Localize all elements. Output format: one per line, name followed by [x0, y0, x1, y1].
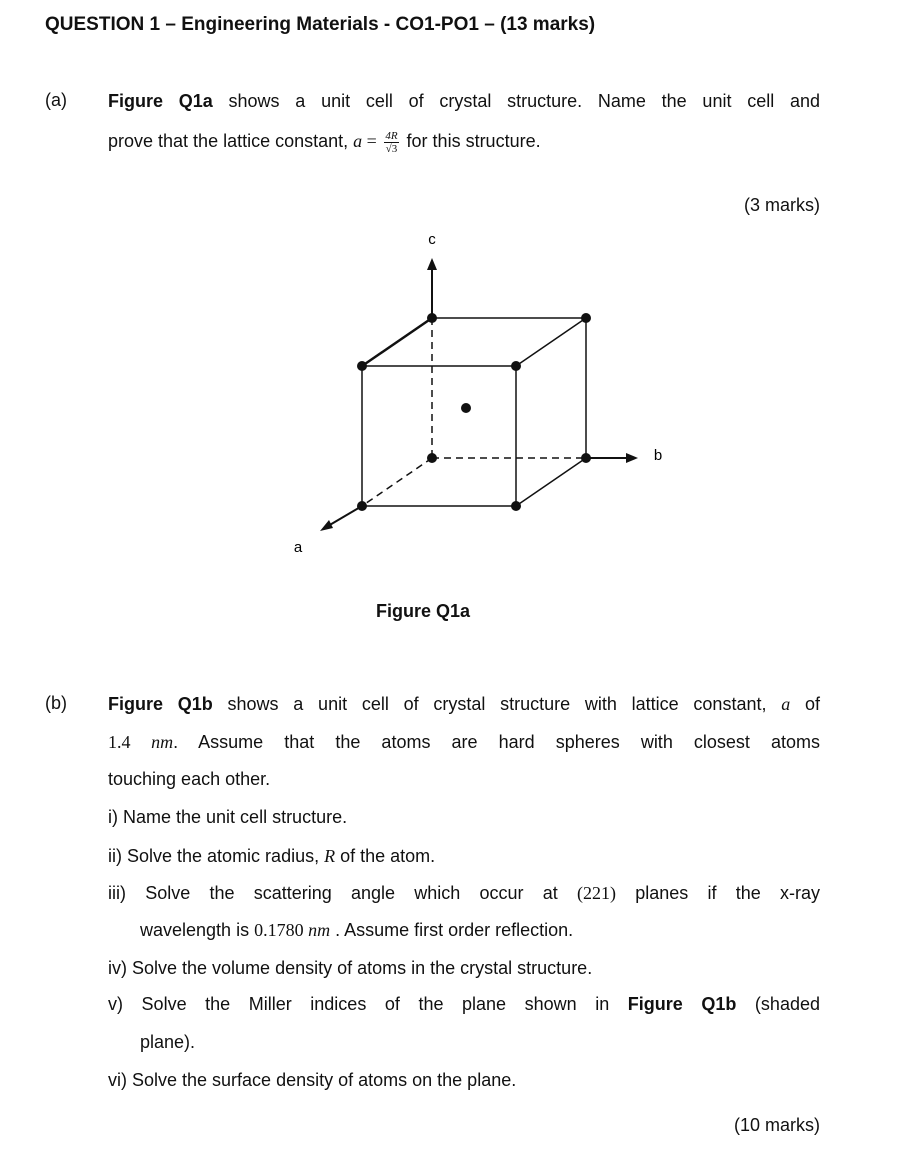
item-iii-pre: iii) Solve the scattering angle which occur at [108, 883, 577, 903]
item-iii-cont-post: . Assume first order reflection. [330, 920, 574, 940]
edge-top-right [516, 318, 586, 366]
part-b-line2-text: . Assume that the atoms are hard spheres with closest atoms [173, 732, 821, 752]
part-b-line1-text: shows a unit cell of crystal structure with lattice constant, [212, 694, 782, 714]
figure-q1a-caption: Figure Q1a [376, 601, 471, 621]
item-iii-continued [140, 919, 573, 941]
wavelength-unit: nm [308, 920, 331, 940]
corner-atom [581, 453, 591, 463]
fraction-denominator: √3 [385, 142, 398, 155]
part-a-marks: (3 marks) [744, 195, 820, 215]
figure-q1a-ref: Figure Q1a [108, 91, 213, 111]
item-iii [108, 882, 820, 904]
item-v-post: (shaded [736, 994, 820, 1014]
a-axis-arrow-icon [320, 520, 333, 531]
item-i: i) Name the unit cell structure. [108, 807, 348, 827]
part-b-line2 [108, 731, 820, 753]
part-a-line2-pre: prove that the lattice constant, [108, 131, 354, 151]
axis-label-a: a [293, 539, 303, 556]
corner-atom [427, 453, 437, 463]
item-v-continued: plane). [140, 1032, 196, 1052]
body-center-atom [461, 403, 471, 413]
part-b-line1-end: of [790, 694, 820, 714]
equals-sign: = [362, 131, 382, 151]
corner-atom [511, 361, 521, 371]
b-axis-arrow-icon [626, 453, 638, 463]
part-b-label: (b) [45, 693, 67, 713]
miller-planes-221: (221) [577, 883, 616, 903]
item-ii-post: of the atom. [335, 846, 436, 866]
part-a-line1-text: shows a unit cell of crystal structure. Name the unit cell and [212, 91, 820, 111]
item-iv: iv) Solve the volume density of atoms in the crystal structure. [108, 958, 593, 978]
figure-q1b-ref-2: Figure Q1b [627, 994, 737, 1014]
wavelength-value: 0.1780 [254, 920, 309, 940]
part-b-line1 [108, 693, 820, 715]
part-a-line2-post: for this structure. [401, 131, 541, 151]
lattice-constant-fraction [384, 131, 398, 154]
item-iii-post: planes if the x-ray [616, 883, 820, 903]
part-b-marks: (10 marks) [733, 1115, 820, 1135]
lattice-unit: nm [151, 732, 174, 752]
item-vi: vi) Solve the surface density of atoms on the plane. [108, 1070, 517, 1090]
item-v [108, 993, 820, 1015]
part-a-label: (a) [45, 90, 67, 110]
corner-atom [581, 313, 591, 323]
atomic-radius-symbol: R [324, 846, 336, 866]
axis-label-c: c [428, 231, 436, 248]
lattice-constant-symbol-b: a [781, 694, 791, 714]
figure-q1b-ref: Figure Q1b [108, 694, 213, 714]
edge-top-left [362, 318, 432, 366]
lattice-value: 1.4 [108, 732, 152, 752]
item-iii-cont-pre: wavelength is [140, 920, 255, 940]
lattice-constant-symbol: a [353, 131, 363, 151]
figure-q1a-diagram [270, 222, 670, 562]
axis-label-b: b [653, 447, 663, 464]
part-a-line1 [108, 90, 820, 112]
corner-atom [511, 501, 521, 511]
item-ii [108, 845, 435, 867]
question-title: QUESTION 1 – Engineering Materials - CO1-PO1 – (13 marks) [45, 14, 596, 35]
item-v-pre: v) Solve the Miller indices of the plane shown in [108, 994, 628, 1014]
corner-atom [357, 361, 367, 371]
hidden-edge-depth [362, 458, 432, 506]
edge-bottom-right [516, 458, 586, 506]
item-ii-pre: ii) Solve the atomic radius, [108, 846, 325, 866]
a-axis-line [328, 506, 362, 526]
part-a-line2 [108, 130, 820, 154]
corner-atom [357, 501, 367, 511]
corner-atom [427, 313, 437, 323]
c-axis-arrow-icon [427, 258, 437, 270]
part-b-line3: touching each other. [108, 769, 271, 789]
fraction-numerator: 4R [385, 129, 398, 142]
